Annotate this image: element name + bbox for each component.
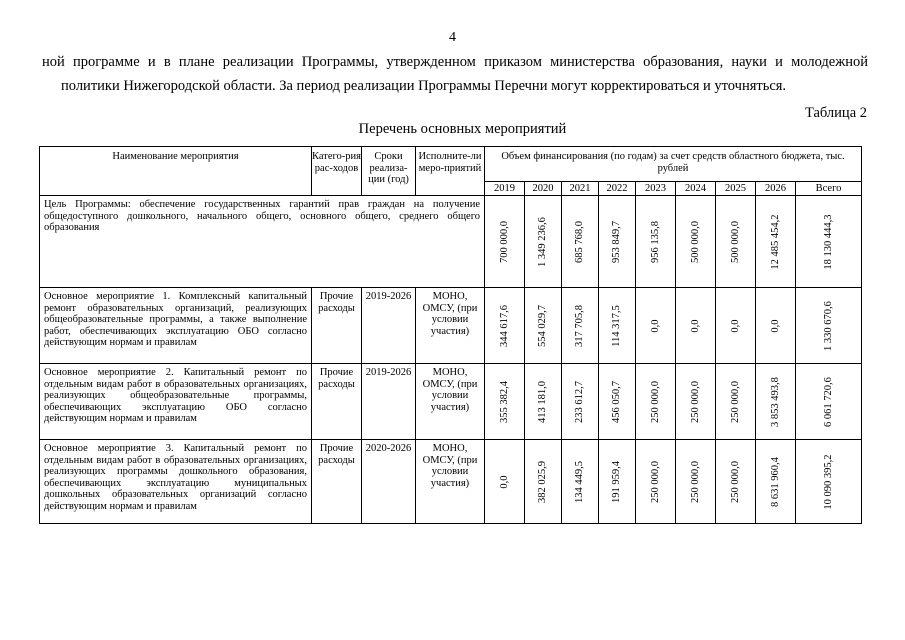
row-1-value-text-1: 554 029,7 — [537, 304, 549, 347]
header-executor: Исполните-ли меро-приятий — [416, 147, 485, 196]
table-row — [40, 364, 862, 440]
row-2-value-text-4: 250 000,0 — [649, 380, 661, 423]
row-3-value-8 — [796, 440, 862, 524]
row-2-value-6 — [716, 364, 756, 440]
row-3-value-6 — [716, 440, 756, 524]
row-2-category: Прочие расходы — [312, 364, 362, 440]
row-2-executor: МОНО, ОМСУ, (при условии участия) — [416, 364, 485, 440]
row-2-terms: 2019-2026 — [362, 364, 416, 440]
year-header-7: 2026 — [756, 182, 796, 196]
page-number: 4 — [449, 30, 456, 45]
row-1-value-text-7: 0,0 — [769, 318, 781, 333]
goal-value-text-2: 685 768,0 — [574, 220, 586, 263]
row-3-value-0 — [485, 440, 525, 524]
row-3-value-text-1: 382 025,9 — [537, 460, 549, 503]
row-1-value-7 — [756, 288, 796, 364]
table-row — [40, 288, 862, 364]
row-1-value-text-2: 317 705,8 — [574, 304, 586, 347]
table-label: Таблица 2 — [804, 105, 867, 121]
row-2-value-text-5: 250 000,0 — [689, 380, 701, 423]
row-2-value-3 — [599, 364, 636, 440]
header-row — [40, 147, 862, 182]
activities-table — [39, 146, 862, 524]
row-2-value-8 — [796, 364, 862, 440]
year-header-0: 2019 — [485, 182, 525, 196]
goal-value-6 — [716, 196, 756, 288]
row-3-value-text-7: 8 631 960,4 — [769, 456, 781, 507]
goal-value-8 — [796, 196, 862, 288]
row-1-terms: 2019-2026 — [362, 288, 416, 364]
row-1-value-text-5: 0,0 — [689, 318, 701, 333]
row-3-value-3 — [599, 440, 636, 524]
row-2-value-text-0: 355 382,4 — [498, 380, 510, 423]
table-caption: Перечень основных мероприятий — [358, 121, 567, 137]
year-header-4: 2023 — [636, 182, 676, 196]
goal-value-3 — [599, 196, 636, 288]
row-2-value-text-3: 456 050,7 — [611, 380, 623, 423]
row-1-value-8 — [796, 288, 862, 364]
year-header-2: 2021 — [562, 182, 599, 196]
row-1-value-text-3: 114 317,5 — [611, 304, 623, 347]
year-header-3: 2022 — [599, 182, 636, 196]
row-2-value-5 — [676, 364, 716, 440]
row-3-value-1 — [525, 440, 562, 524]
goal-value-text-1: 1 349 236,6 — [537, 216, 549, 267]
goal-value-text-5: 500 000,0 — [689, 220, 701, 263]
goal-value-text-4: 956 135,8 — [649, 220, 661, 263]
row-3-value-text-8: 10 090 395,2 — [822, 453, 834, 510]
row-3-value-2 — [562, 440, 599, 524]
row-2-value-4 — [636, 364, 676, 440]
row-2-value-0 — [485, 364, 525, 440]
goal-value-text-7: 12 485 454,2 — [769, 213, 781, 270]
goal-value-text-0: 700 000,0 — [498, 220, 510, 263]
row-3-value-5 — [676, 440, 716, 524]
goal-value-text-6: 500 000,0 — [729, 220, 741, 263]
row-3-value-text-6: 250 000,0 — [729, 460, 741, 503]
header-name: Наименование мероприятия — [40, 147, 312, 196]
goal-value-5 — [676, 196, 716, 288]
row-1-value-5 — [676, 288, 716, 364]
paragraph-line-2: политики Нижегородской области. За период реализации Программы Перечни могут корректироваться и уточняться. — [61, 78, 787, 94]
goal-row — [40, 196, 862, 288]
row-3-terms: 2020-2026 — [362, 440, 416, 524]
row-1-value-text-0: 344 617,6 — [498, 304, 510, 347]
row-2-value-1 — [525, 364, 562, 440]
row-2-value-2 — [562, 364, 599, 440]
row-1-name: Основное мероприятие 1. Комплексный капитальный ремонт образовательных организаций, реализующих общеобразовательные программы, а также выполнение работ, обеспечивающих эксплуатацию ОБО согласно действующим нормам и правилам — [40, 288, 312, 364]
row-3-category: Прочие расходы — [312, 440, 362, 524]
row-3-name: Основное мероприятие 3. Капитальный ремонт по отдельным видам работ в образовательных организациях, реализующих программы дошкольного образования, обеспечивающих эксплуатацию муниципальных дошкольных образовательных организаций согласно действующим нормам и правилам — [40, 440, 312, 524]
row-1-value-1 — [525, 288, 562, 364]
row-1-value-4 — [636, 288, 676, 364]
row-1-executor: МОНО, ОМСУ, (при условии участия) — [416, 288, 485, 364]
goal-value-text-8: 18 130 444,3 — [822, 213, 834, 270]
row-3-value-text-5: 250 000,0 — [689, 460, 701, 503]
paragraph-line-1: ной программе и в плане реализации Программы, утвержденном приказом министерства образования, науки и молодежной — [42, 54, 868, 70]
row-1-category: Прочие расходы — [312, 288, 362, 364]
row-1-value-text-8: 1 330 670,6 — [822, 300, 834, 351]
row-2-value-text-2: 233 612,7 — [574, 380, 586, 423]
goal-value-text-3: 953 849,7 — [611, 220, 623, 263]
row-2-value-text-1: 413 181,0 — [537, 380, 549, 423]
row-1-value-2 — [562, 288, 599, 364]
goal-value-7 — [756, 196, 796, 288]
row-3-value-text-3: 191 959,4 — [611, 460, 623, 503]
header-funding: Объем финансирования (по годам) за счет средств областного бюджета, тыс. рублей — [485, 147, 862, 182]
goal-value-0 — [485, 196, 525, 288]
year-header-5: 2024 — [676, 182, 716, 196]
year-header-1: 2020 — [525, 182, 562, 196]
goal-value-2 — [562, 196, 599, 288]
header-category: Катего-рия рас-ходов — [312, 147, 362, 196]
row-2-value-text-7: 3 853 493,8 — [769, 376, 781, 427]
row-2-value-text-6: 250 000,0 — [729, 380, 741, 423]
header-terms: Сроки реализа-ции (год) — [362, 147, 416, 196]
row-3-value-text-0: 0,0 — [498, 474, 510, 489]
row-1-value-3 — [599, 288, 636, 364]
goal-value-4 — [636, 196, 676, 288]
row-2-value-7 — [756, 364, 796, 440]
table-row — [40, 440, 862, 524]
row-3-value-text-4: 250 000,0 — [649, 460, 661, 503]
row-1-value-6 — [716, 288, 756, 364]
row-3-executor: МОНО, ОМСУ, (при условии участия) — [416, 440, 485, 524]
row-3-value-7 — [756, 440, 796, 524]
row-1-value-text-4: 0,0 — [649, 318, 661, 333]
row-2-value-text-8: 6 061 720,6 — [822, 376, 834, 427]
row-1-value-text-6: 0,0 — [729, 318, 741, 333]
row-1-value-0 — [485, 288, 525, 364]
goal-text: Цель Программы: обеспечение государственных гарантий прав граждан на получение общедоступного дошкольного, начального общего, основного общего, среднего общего образования — [40, 196, 485, 288]
row-3-value-4 — [636, 440, 676, 524]
year-header-6: 2025 — [716, 182, 756, 196]
goal-value-1 — [525, 196, 562, 288]
row-3-value-text-2: 134 449,5 — [574, 460, 586, 503]
year-header-8: Всего — [796, 182, 862, 196]
row-2-name: Основное мероприятие 2. Капитальный ремонт по отдельным видам работ в образовательных организациях, реализующих общеобразовательные программы, обеспечивающих эксплуатацию ОБО согласно действующим нормам и правилам — [40, 364, 312, 440]
